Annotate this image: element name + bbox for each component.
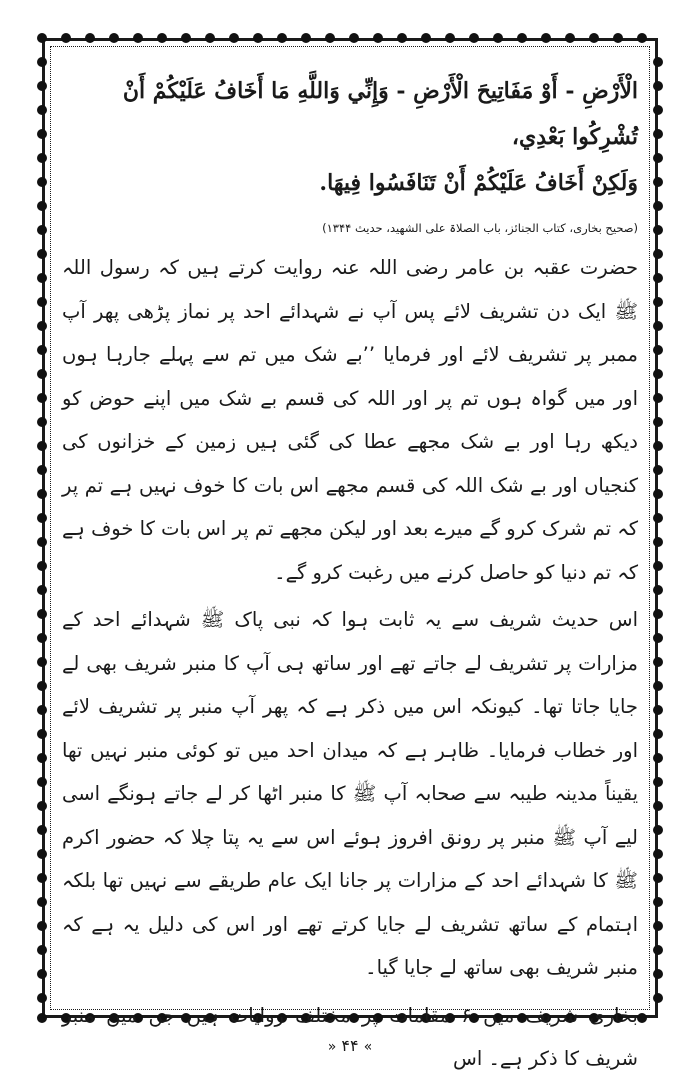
border-bead-ornament xyxy=(445,33,455,43)
border-bead-ornament xyxy=(37,297,47,307)
border-bead-ornament xyxy=(37,633,47,643)
border-bead-ornament xyxy=(133,33,143,43)
border-bead-ornament xyxy=(653,897,663,907)
border-bead-ornament xyxy=(653,681,663,691)
border-bead-ornament xyxy=(653,225,663,235)
border-bead-ornament xyxy=(37,873,47,883)
border-bead-ornament xyxy=(37,945,47,955)
border-bead-ornament xyxy=(653,297,663,307)
border-bead-ornament xyxy=(181,33,191,43)
border-bead-ornament xyxy=(37,921,47,931)
border-bead-ornament xyxy=(349,33,359,43)
border-bead-ornament xyxy=(653,537,663,547)
border-bead-ornament xyxy=(493,33,503,43)
border-bead-ornament xyxy=(37,729,47,739)
border-bead-ornament xyxy=(37,609,47,619)
border-bead-ornament xyxy=(109,33,119,43)
border-bead-ornament xyxy=(37,177,47,187)
border-bead-ornament xyxy=(653,489,663,499)
border-bead-ornament xyxy=(469,33,479,43)
border-bead-ornament xyxy=(653,393,663,403)
border-bead-ornament xyxy=(653,993,663,1003)
border-bead-ornament xyxy=(653,561,663,571)
border-bead-ornament xyxy=(653,513,663,523)
border-bead-ornament xyxy=(37,321,47,331)
border-bead-ornament xyxy=(37,1013,47,1023)
border-bead-ornament xyxy=(37,993,47,1003)
border-bead-ornament xyxy=(653,705,663,715)
page-content xyxy=(62,68,638,1081)
border-bead-ornament xyxy=(253,33,263,43)
border-bead-ornament xyxy=(37,681,47,691)
border-bead-ornament xyxy=(325,33,335,43)
border-bead-ornament xyxy=(517,33,527,43)
border-bead-ornament xyxy=(37,585,47,595)
border-bead-ornament xyxy=(37,369,47,379)
border-bead-ornament xyxy=(653,345,663,355)
border-bead-ornament xyxy=(653,81,663,91)
border-bead-ornament xyxy=(653,177,663,187)
border-bead-ornament xyxy=(37,105,47,115)
border-bead-ornament xyxy=(37,777,47,787)
border-bead-ornament xyxy=(37,465,47,475)
border-bead-ornament xyxy=(653,465,663,475)
border-bead-ornament xyxy=(653,753,663,763)
border-bead-ornament xyxy=(37,657,47,667)
arabic-hadith-line-1: الْأَرْضِ - أَوْ مَفَاتِيحَ الْأَرْضِ - وَإِنِّي وَاللَّهِ مَا أَخَافُ عَلَيْكُمْ أَنْ تُشْرِكُوا بَعْدِي، xyxy=(122,78,638,150)
border-bead-ornament xyxy=(653,633,663,643)
border-bead-ornament xyxy=(653,57,663,67)
border-bead-ornament xyxy=(653,945,663,955)
paragraph-bukhari-note: بخاری شریف میں ۶ مقامات پر مختلف روایات ہیں جن میں منبر شریف کا ذکر ہے۔ اس xyxy=(62,1003,638,1070)
page-number-value: ۴۴ xyxy=(341,1036,359,1055)
border-bead-ornament xyxy=(653,249,663,259)
border-bead-ornament xyxy=(637,1013,647,1023)
border-bead-ornament xyxy=(613,33,623,43)
border-bead-ornament xyxy=(37,489,47,499)
page-number-ornament-right: » xyxy=(363,1039,373,1055)
border-bead-ornament xyxy=(229,33,239,43)
border-bead-ornament xyxy=(653,201,663,211)
border-bead-ornament xyxy=(653,825,663,835)
border-bead-ornament xyxy=(37,129,47,139)
border-bead-ornament xyxy=(653,609,663,619)
border-bead-ornament xyxy=(541,33,551,43)
paragraph-translation: حضرت عقبہ بن عامر رضی اللہ عنہ روایت کرتے ہیں کہ رسول اللہ ﷺ ایک دن تشریف لائے پس آپ نے شہدائے احد پر نماز پڑھی پھر آپ ممبر پر تشریف لائے اور فرمایا ’’بے شک میں تم سے پہلے جارہا ہوں اور میں گواہ ہوں تم پر اور اللہ کی قسم بے شک میں اپنے حوض کو دیکھ رہا اور بے شک مجھے عطا کی گئی ہیں زمین کے خزانوں کی کنجیاں اور بے شک اللہ کی قسم مجھے اس بات کا خوف نہیں ہے تم پر کہ تم شرک کرو گے میرے بعد اور لیکن مجھے تم پر اس بات کا خوف ہے کہ تم دنیا کو حاصل کرنے میں رغبت کرو گے۔ xyxy=(62,256,638,584)
border-bead-ornament xyxy=(301,33,311,43)
border-bead-ornament xyxy=(653,321,663,331)
border-bead-ornament xyxy=(37,393,47,403)
border-bead-ornament xyxy=(653,273,663,283)
border-bead-ornament xyxy=(37,81,47,91)
border-bead-ornament xyxy=(653,585,663,595)
border-bead-ornament xyxy=(653,729,663,739)
border-bead-ornament xyxy=(37,57,47,67)
border-bead-ornament xyxy=(653,105,663,115)
border-bead-ornament xyxy=(205,33,215,43)
border-bead-ornament xyxy=(37,561,47,571)
border-bead-ornament xyxy=(37,849,47,859)
border-bead-ornament xyxy=(37,441,47,451)
border-bead-ornament xyxy=(653,657,663,667)
border-bead-ornament xyxy=(61,33,71,43)
border-bead-ornament xyxy=(373,33,383,43)
border-bead-ornament xyxy=(565,33,575,43)
border-bead-ornament xyxy=(653,441,663,451)
border-bead-ornament xyxy=(653,153,663,163)
border-bead-ornament xyxy=(589,33,599,43)
border-bead-ornament xyxy=(37,249,47,259)
border-bead-ornament xyxy=(37,273,47,283)
border-bead-ornament xyxy=(37,801,47,811)
border-bead-ornament xyxy=(653,873,663,883)
border-bead-ornament xyxy=(37,345,47,355)
border-bead-ornament xyxy=(37,513,47,523)
border-bead-ornament xyxy=(421,33,431,43)
border-bead-ornament xyxy=(37,897,47,907)
border-bead-ornament xyxy=(157,33,167,43)
border-bead-ornament xyxy=(653,921,663,931)
border-bead-ornament xyxy=(653,849,663,859)
border-bead-ornament xyxy=(37,225,47,235)
paragraph-explanation: اس حدیث شریف سے یہ ثابت ہوا کہ نبی پاک ﷺ شہدائے احد کے مزارات پر تشریف لے جاتے تھے اور ساتھ ہی آپ کا منبر شریف بھی لے جایا جاتا تھا۔ کیونکہ اس میں ذکر ہے کہ پھر آپ منبر پر تشریف لائے اور خطاب فرمایا۔ ظاہر ہے کہ میدان احد میں تو کوئی منبر نہیں تھا یقیناً مدینہ طیبہ سے صحابہ آپ ﷺ کا منبر اٹھا کر لے جاتے ہونگے اسی لیے آپ ﷺ منبر پر رونق افروز ہوئے اس سے یہ پتا چلا کہ حضور اکرم ﷺ کا شہدائے احد کے مزارات پر جانا ایک عام طریقے سے نہیں تھا بلکہ اہتمام کے ساتھ تشریف لے جایا کرتے تھے اور اس کی دلیل یہ ہے کہ منبر شریف بھی ساتھ لے جایا گیا۔ xyxy=(62,608,638,979)
page-number xyxy=(0,1036,700,1055)
border-bead-ornament xyxy=(277,33,287,43)
border-bead-ornament xyxy=(37,537,47,547)
hadith-reference: (صحیح بخاری، کتاب الجنائز، باب الصلاۃ علی الشھید، حدیث ۱۳۴۴) xyxy=(322,221,638,235)
border-bead-ornament xyxy=(653,777,663,787)
arabic-hadith-line-2: وَلَكِنْ أَخَافُ عَلَيْكُمْ أَنْ تَنَافَسُوا فِيهَا. xyxy=(319,170,638,196)
border-bead-ornament xyxy=(637,33,647,43)
border-bead-ornament xyxy=(653,129,663,139)
border-bead-ornament xyxy=(37,33,47,43)
border-bead-ornament xyxy=(397,33,407,43)
border-bead-ornament xyxy=(37,417,47,427)
border-bead-ornament xyxy=(85,33,95,43)
border-bead-ornament xyxy=(653,969,663,979)
border-bead-ornament xyxy=(653,369,663,379)
border-bead-ornament xyxy=(37,969,47,979)
border-bead-ornament xyxy=(37,153,47,163)
border-bead-ornament xyxy=(37,705,47,715)
page-number-ornament-left: « xyxy=(327,1039,337,1055)
border-bead-ornament xyxy=(653,417,663,427)
border-bead-ornament xyxy=(37,825,47,835)
border-bead-ornament xyxy=(653,801,663,811)
border-bead-ornament xyxy=(37,753,47,763)
border-bead-ornament xyxy=(37,201,47,211)
